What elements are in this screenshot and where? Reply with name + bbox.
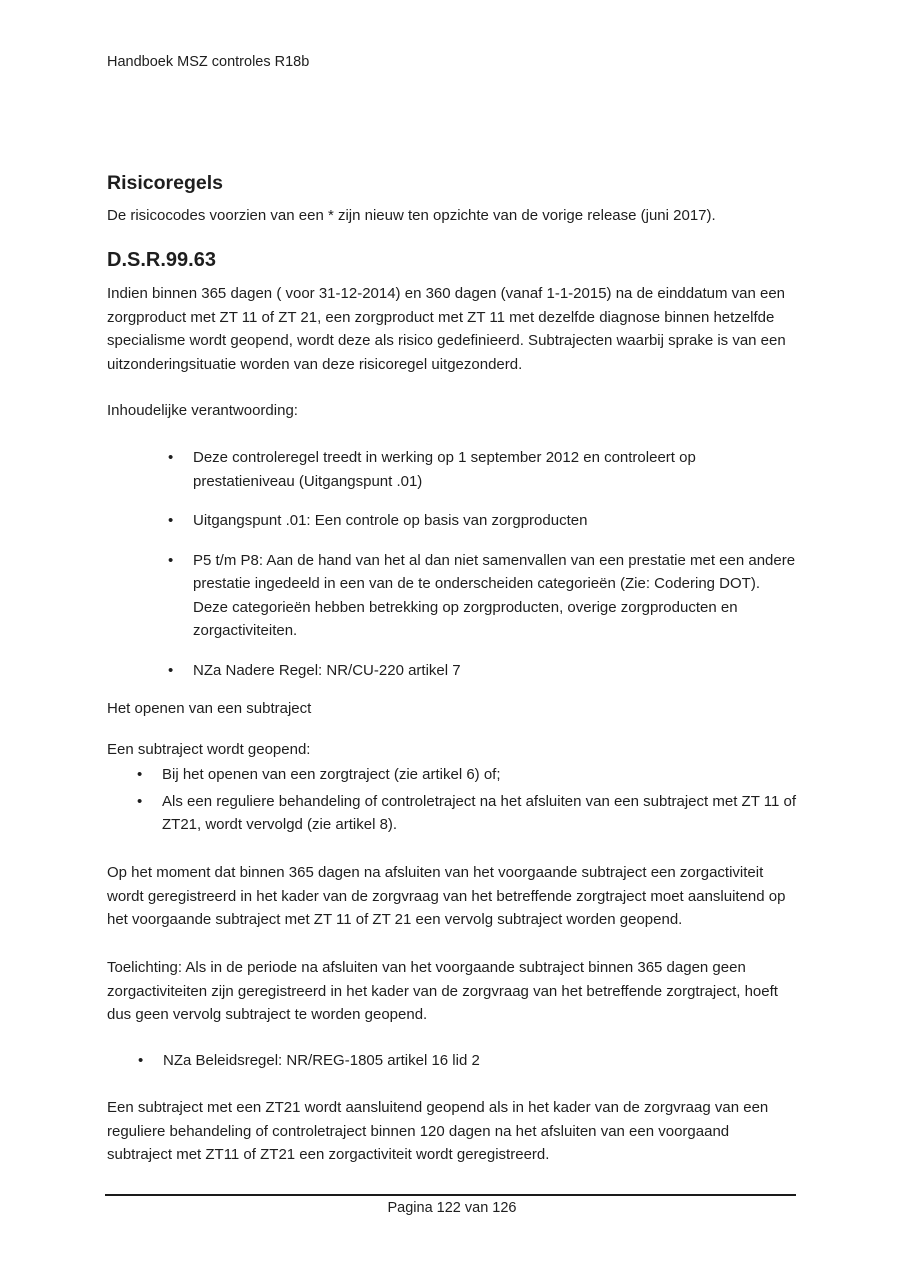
bullet-item-text: Uitgangspunt .01: Een controle op basis van zorgproducten <box>193 512 588 529</box>
geopend-label: Een subtraject wordt geopend: <box>107 741 311 758</box>
bullet-item <box>107 790 797 837</box>
risicoregels-intro-paragraph: De risicocodes voorzien van een * zijn nieuw ten opzichte van de vorige release (juni 2017). <box>107 207 716 224</box>
bullet-item-text: Bij het openen van een zorgtraject (zie artikel 6) of; <box>162 766 501 783</box>
zt21-paragraph: Een subtraject met een ZT21 wordt aansluitend geopend als in het kader van de zorgvraag van een reguliere behandeling of controletraject binnen 120 dagen na het afsluiten van een voorgaand subtraject met ZT11 of ZT21 een zorgactiviteit wordt geregistreerd. <box>107 1099 769 1163</box>
vervolg-paragraph: Op het moment dat binnen 365 dagen na afsluiten van het voorgaande subtraject een zorgactiviteit wordt geregistreerd in het kader van de zorgvraag van het betreffende zorgtraject moet aansluitend op het voorgaande subtraject met ZT 11 of ZT 21 een vervolg subtraject worden geopend. <box>107 864 786 928</box>
page-header: Handboek MSZ controles R18b <box>107 54 310 70</box>
bullet-item-text: Deze controleregel treedt in werking op 1 september 2012 en controleert op prestatieniveau (Uitgangspunt .01) <box>193 449 696 490</box>
verantwoording-label: Inhoudelijke verantwoording: <box>107 402 298 419</box>
bullet-item-text: NZa Nadere Regel: NR/CU-220 artikel 7 <box>193 661 461 679</box>
page-number: Pagina 122 van 126 <box>387 1200 517 1216</box>
verantwoording-bullet-list <box>107 446 797 682</box>
subtraject-heading: Het openen van een subtraject <box>107 700 312 717</box>
bullet-item <box>107 659 797 683</box>
bullet-item <box>107 509 797 533</box>
bullet-item <box>107 446 797 493</box>
footer-divider-line <box>105 1194 796 1196</box>
toelichting-paragraph: Toelichting: Als in de periode na afsluiten van het voorgaande subtraject binnen 365 dagen geen zorgactiviteiten zijn geregistreerd in het kader van de zorgvraag van het betreffende zorgtraject, hoeft dus geen vervolg subtraject te worden geopend. <box>107 959 778 1023</box>
bullet-item-text: NZa Beleidsregel: NR/REG-1805 artikel 16 lid 2 <box>163 1052 480 1069</box>
bullet-item <box>107 1049 797 1073</box>
bullet-item <box>107 763 797 787</box>
geopend-bullet-list <box>107 763 797 840</box>
rule-definition-paragraph: Indien binnen 365 dagen ( voor 31-12-2014) en 360 dagen (vanaf 1-1-2015) na de einddatum van een zorgproduct met ZT 11 of ZT 21, een zorgproduct met ZT 11 met dezelfde diagnose binnen hetzelfde specialisme wordt geopend, wordt deze als risico gedefinieerd. Subtrajecten waarbij sprake is van een uitzonderingsituatie worden van deze risicoregel uitgezonderd. <box>107 285 786 373</box>
bullet-item <box>107 549 797 643</box>
section-title-risicoregels: Risicoregels <box>107 172 223 194</box>
rule-code-title: D.S.R.99.63 <box>107 249 216 271</box>
bullet-item-text: P5 t/m P8: Aan de hand van het al dan niet samenvallen van een prestatie met een andere prestatie ingedeeld in een van de te onderscheiden categorieën (Zie: Codering DOT). Deze categorieën hebben betrekking op zorgproducten, overige zorgproducten en zorgactiviteiten. <box>193 551 796 639</box>
bullet-item-text: Als een reguliere behandeling of controletraject na het afsluiten van een subtraject met ZT 11 of ZT21, wordt vervolgd (zie artikel 8). <box>162 792 796 833</box>
beleidsregel-bullet-list <box>107 1049 797 1073</box>
